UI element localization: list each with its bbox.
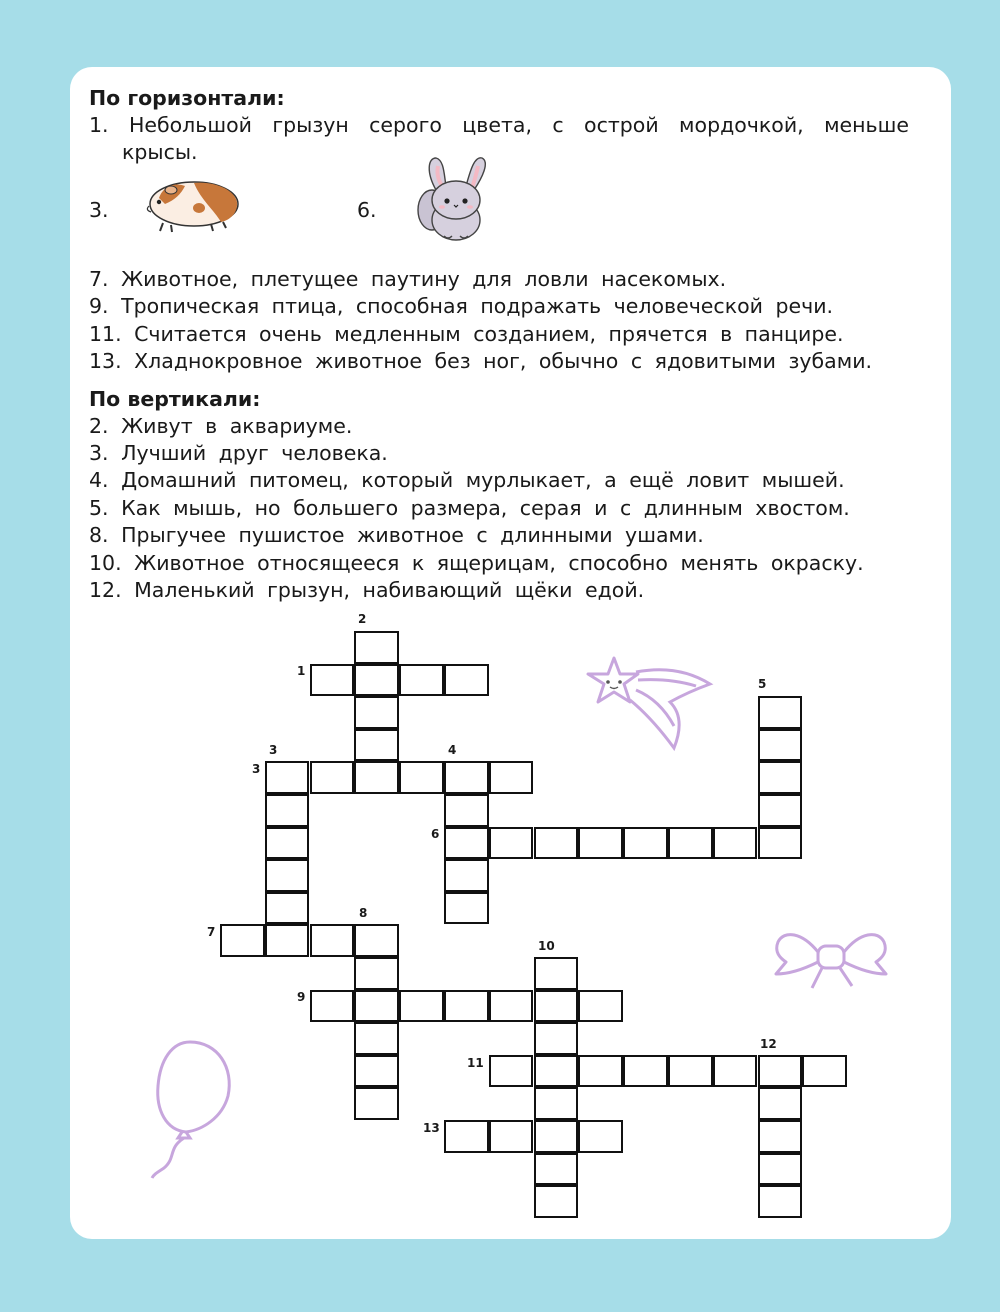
crossword-cell[interactable] bbox=[220, 924, 265, 957]
crossword-number-10: 10 bbox=[538, 939, 555, 953]
clue-down-8: 8. Прыгучее пушистое животное с длинными ушами. bbox=[89, 523, 704, 548]
crossword-cell[interactable] bbox=[534, 1153, 579, 1186]
crossword-cell[interactable] bbox=[578, 990, 623, 1023]
crossword-number-12: 12 bbox=[760, 1037, 777, 1051]
crossword-number-1: 1 bbox=[297, 664, 306, 678]
crossword-cell[interactable] bbox=[534, 1120, 579, 1153]
clue-across-6-number: 6. bbox=[357, 198, 377, 222]
clue-down-5: 5. Как мышь, но большего размера, серая и с длинным хвостом. bbox=[89, 495, 850, 520]
crossword-number-7: 7 bbox=[207, 925, 216, 939]
clue-down-2: 2. Живут в аквариуме. bbox=[89, 413, 353, 438]
balloon-doodle-icon bbox=[142, 1038, 242, 1180]
clues-section bbox=[89, 84, 909, 604]
crossword-number-3-across: 3 bbox=[252, 762, 261, 776]
crossword-cell[interactable] bbox=[310, 924, 355, 957]
crossword-number-2: 2 bbox=[358, 612, 367, 626]
crossword-cell[interactable] bbox=[802, 1055, 847, 1088]
crossword-cell[interactable] bbox=[310, 664, 355, 697]
crossword-cell[interactable] bbox=[758, 794, 803, 827]
crossword-cell[interactable] bbox=[265, 924, 310, 957]
crossword-cell[interactable] bbox=[444, 892, 489, 925]
crossword-number-11: 11 bbox=[467, 1056, 484, 1070]
crossword-cell[interactable] bbox=[444, 827, 489, 860]
clue-down-4: 4. Домашний питомец, который мурлыкает, а ещё ловит мышей. bbox=[89, 468, 845, 493]
crossword-cell[interactable] bbox=[354, 664, 399, 697]
crossword-cell[interactable] bbox=[399, 761, 444, 794]
crossword-cell[interactable] bbox=[578, 1120, 623, 1153]
crossword-cell[interactable] bbox=[489, 761, 534, 794]
crossword-cell[interactable] bbox=[623, 827, 668, 860]
crossword-cell[interactable] bbox=[668, 827, 713, 860]
crossword-cell[interactable] bbox=[758, 1120, 803, 1153]
crossword-cell[interactable] bbox=[713, 827, 758, 860]
crossword-cell[interactable] bbox=[668, 1055, 713, 1088]
vertical-heading: По вертикали: bbox=[89, 386, 261, 411]
crossword-cell[interactable] bbox=[444, 1120, 489, 1153]
crossword-cell[interactable] bbox=[578, 827, 623, 860]
crossword-cell[interactable] bbox=[444, 794, 489, 827]
crossword-cell[interactable] bbox=[758, 696, 803, 729]
crossword-cell[interactable] bbox=[489, 990, 534, 1023]
guinea-pig-icon bbox=[139, 170, 243, 236]
crossword-cell[interactable] bbox=[265, 761, 310, 794]
crossword-cell[interactable] bbox=[354, 924, 399, 957]
crossword-cell[interactable] bbox=[534, 957, 579, 990]
crossword-cell[interactable] bbox=[534, 1087, 579, 1120]
crossword-cell[interactable] bbox=[399, 990, 444, 1023]
crossword-cell[interactable] bbox=[534, 827, 579, 860]
crossword-cell[interactable] bbox=[354, 631, 399, 664]
crossword-cell[interactable] bbox=[354, 990, 399, 1023]
crossword-cell[interactable] bbox=[758, 1087, 803, 1120]
crossword-cell[interactable] bbox=[758, 729, 803, 762]
crossword-cell[interactable] bbox=[534, 1022, 579, 1055]
crossword-cell[interactable] bbox=[265, 892, 310, 925]
crossword-cell[interactable] bbox=[354, 1022, 399, 1055]
clue-down-3: 3. Лучший друг человека. bbox=[89, 440, 388, 465]
crossword-grid bbox=[220, 631, 850, 1223]
crossword-cell[interactable] bbox=[489, 1120, 534, 1153]
crossword-number-6: 6 bbox=[431, 827, 440, 841]
crossword-number-3-down: 3 bbox=[269, 743, 278, 757]
crossword-cell[interactable] bbox=[578, 1055, 623, 1088]
crossword-cell[interactable] bbox=[354, 761, 399, 794]
crossword-cell[interactable] bbox=[489, 827, 534, 860]
crossword-cell[interactable] bbox=[758, 1055, 803, 1088]
clue-across-3-number: 3. bbox=[89, 198, 109, 222]
crossword-cell[interactable] bbox=[713, 1055, 758, 1088]
crossword-cell[interactable] bbox=[534, 990, 579, 1023]
crossword-cell[interactable] bbox=[534, 1185, 579, 1218]
clue-across-9: 9. Тропическая птица, способная подражать человеческой речи. bbox=[89, 294, 834, 319]
clue-down-10: 10. Животное относящееся к ящерицам, способно менять окраску. bbox=[89, 550, 864, 575]
crossword-cell[interactable] bbox=[265, 859, 310, 892]
crossword-number-8: 8 bbox=[359, 906, 368, 920]
crossword-cell[interactable] bbox=[758, 1153, 803, 1186]
chinchilla-icon bbox=[414, 152, 494, 244]
clue-across-13: 13. Хладнокровное животное без ног, обычно с ядовитыми зубами. bbox=[89, 349, 873, 374]
clue-down-12: 12. Маленький грызун, набивающий щёки едой. bbox=[89, 577, 645, 602]
crossword-cell[interactable] bbox=[623, 1055, 668, 1088]
crossword-cell[interactable] bbox=[354, 957, 399, 990]
crossword-number-5: 5 bbox=[758, 677, 767, 691]
clue-across-1: 1. Небольшой грызун серого цвета, с острой мордочкой, меньше крысы. bbox=[89, 113, 909, 164]
horizontal-heading: По горизонтали: bbox=[89, 86, 285, 110]
crossword-cell[interactable] bbox=[354, 1055, 399, 1088]
crossword-cell[interactable] bbox=[534, 1055, 579, 1088]
star-doodle-icon bbox=[578, 652, 718, 754]
crossword-cell[interactable] bbox=[444, 664, 489, 697]
crossword-cell[interactable] bbox=[265, 827, 310, 860]
crossword-cell[interactable] bbox=[758, 827, 803, 860]
crossword-cell[interactable] bbox=[354, 729, 399, 762]
crossword-cell[interactable] bbox=[265, 794, 310, 827]
crossword-cell[interactable] bbox=[310, 990, 355, 1023]
picture-clues bbox=[89, 166, 909, 266]
crossword-cell[interactable] bbox=[444, 761, 489, 794]
crossword-number-13: 13 bbox=[423, 1121, 440, 1135]
crossword-cell[interactable] bbox=[354, 696, 399, 729]
crossword-cell[interactable] bbox=[399, 664, 444, 697]
crossword-number-4: 4 bbox=[448, 743, 457, 757]
crossword-cell[interactable] bbox=[444, 990, 489, 1023]
crossword-cell[interactable] bbox=[354, 1087, 399, 1120]
clue-across-11: 11. Считается очень медленным созданием, прячется в панцире. bbox=[89, 321, 844, 346]
crossword-cell[interactable] bbox=[758, 1185, 803, 1218]
crossword-cell[interactable] bbox=[310, 761, 355, 794]
crossword-cell[interactable] bbox=[444, 859, 489, 892]
crossword-cell[interactable] bbox=[489, 1055, 534, 1088]
crossword-cell[interactable] bbox=[758, 761, 803, 794]
clue-across-7: 7. Животное, плетущее паутину для ловли насекомых. bbox=[89, 267, 727, 291]
crossword-number-9: 9 bbox=[297, 990, 306, 1004]
bow-doodle-icon bbox=[772, 922, 890, 992]
